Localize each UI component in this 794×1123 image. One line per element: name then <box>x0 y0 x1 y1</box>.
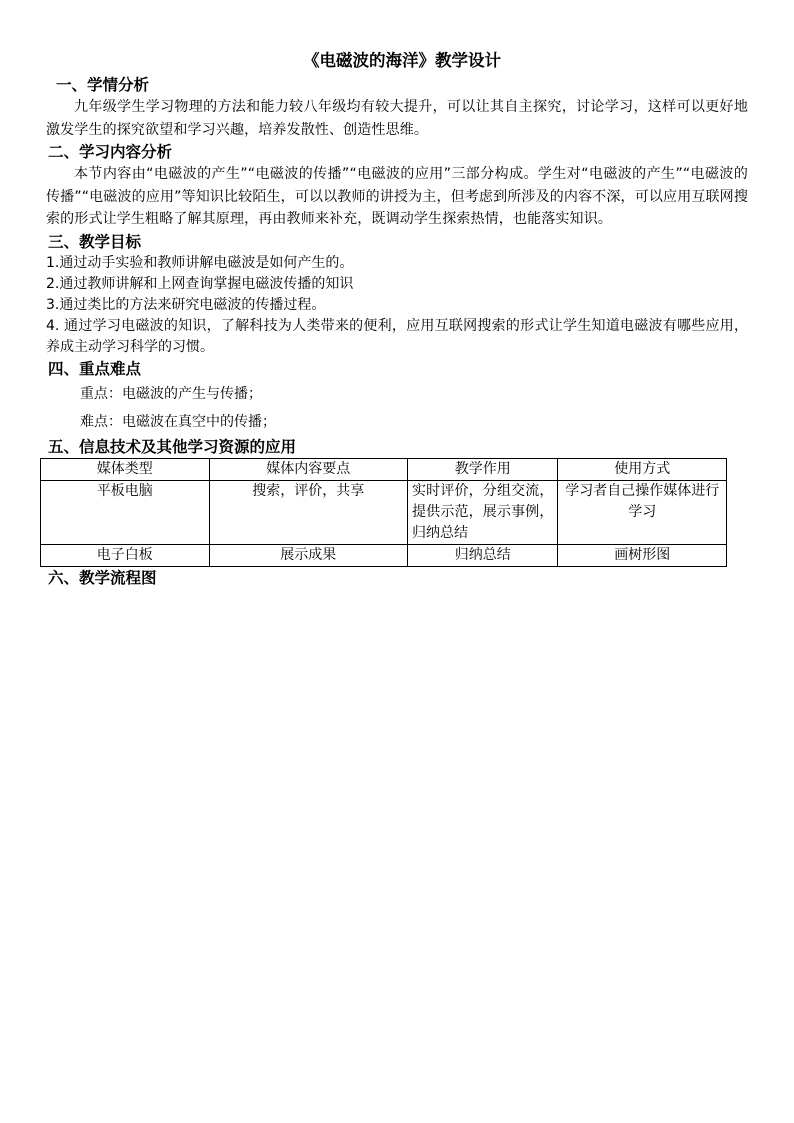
teaching-goal-item: 4. 通过学习电磁波的知识，了解科技为人类带来的便利，应用互联网搜索的形式让学生知道电磁波有哪些应用，养成主动学习科学的习惯。 <box>46 317 748 355</box>
teaching-goal-item: 3.通过类比的方法来研究电磁波的传播过程。 <box>46 296 326 313</box>
document-page <box>46 48 748 589</box>
learner-analysis-text: 九年级学生学习物理的方法和能力较八年级均有较大提升，可以让其自主探究，讨论学习，这样可以更好地激发学生的探究欲望和学习兴趣，培养发散性、创造性思维。 <box>46 99 748 138</box>
key-point-text: 重点：电磁波的产生与传播； <box>80 385 262 402</box>
table-row <box>41 544 727 566</box>
media-resources-table <box>40 458 727 567</box>
table-cell: 搜索，评价，共享 <box>209 480 407 544</box>
section-heading-content-analysis: 二、学习内容分析 <box>48 142 173 161</box>
table-cell: 画树形图 <box>558 544 727 566</box>
section-heading-media-resources: 五、信息技术及其他学习资源的应用 <box>48 436 297 456</box>
difficult-point-text: 难点：电磁波在真空中的传播； <box>80 413 276 430</box>
table-cell: 电子白板 <box>41 544 210 566</box>
table-header-cell: 教学作用 <box>408 458 558 480</box>
teaching-goal-item: 2.通过教师讲解和上网查询掌握电磁波传播的知识 <box>46 275 354 292</box>
content-analysis-text: 本节内容由“电磁波的产生”“电磁波的传播”“电磁波的应用”三部分构成。学生对“电磁波的产生”“电磁波的传播”“电磁波的应用”等知识比较陌生，可以以教师的讲授为主，但考虑到所涉及的内容不深，可以应用互联网搜索的形式让学生粗略了解其原理，再由教师来补充，既调动学生探索热情，也能落实知识。 <box>46 166 748 227</box>
teaching-goal-item: 1.通过动手实验和教师讲解电磁波是如何产生的。 <box>46 254 354 271</box>
section-heading-key-difficult: 四、重点难点 <box>48 358 142 378</box>
table-header-row <box>41 458 727 480</box>
table-header-cell: 媒体类型 <box>41 458 210 480</box>
section-heading-teaching-flowchart: 六、教学流程图 <box>48 567 157 587</box>
table-row <box>41 480 727 544</box>
table-header-cell: 媒体内容要点 <box>209 458 407 480</box>
section-heading-learner-analysis: 一、学情分析 <box>56 75 150 94</box>
table-header-cell: 使用方式 <box>558 458 727 480</box>
table-cell: 平板电脑 <box>41 480 210 544</box>
table-cell: 学习者自己操作媒体进行学习 <box>558 480 727 544</box>
table-cell: 归纳总结 <box>408 544 558 566</box>
table-cell: 展示成果 <box>209 544 407 566</box>
table-cell: 实时评价，分组交流，提供示范，展示事例，归纳总结 <box>408 480 558 544</box>
document-title: 《电磁波的海洋》教学设计 <box>303 51 501 70</box>
section-heading-teaching-goals: 三、教学目标 <box>48 231 142 251</box>
